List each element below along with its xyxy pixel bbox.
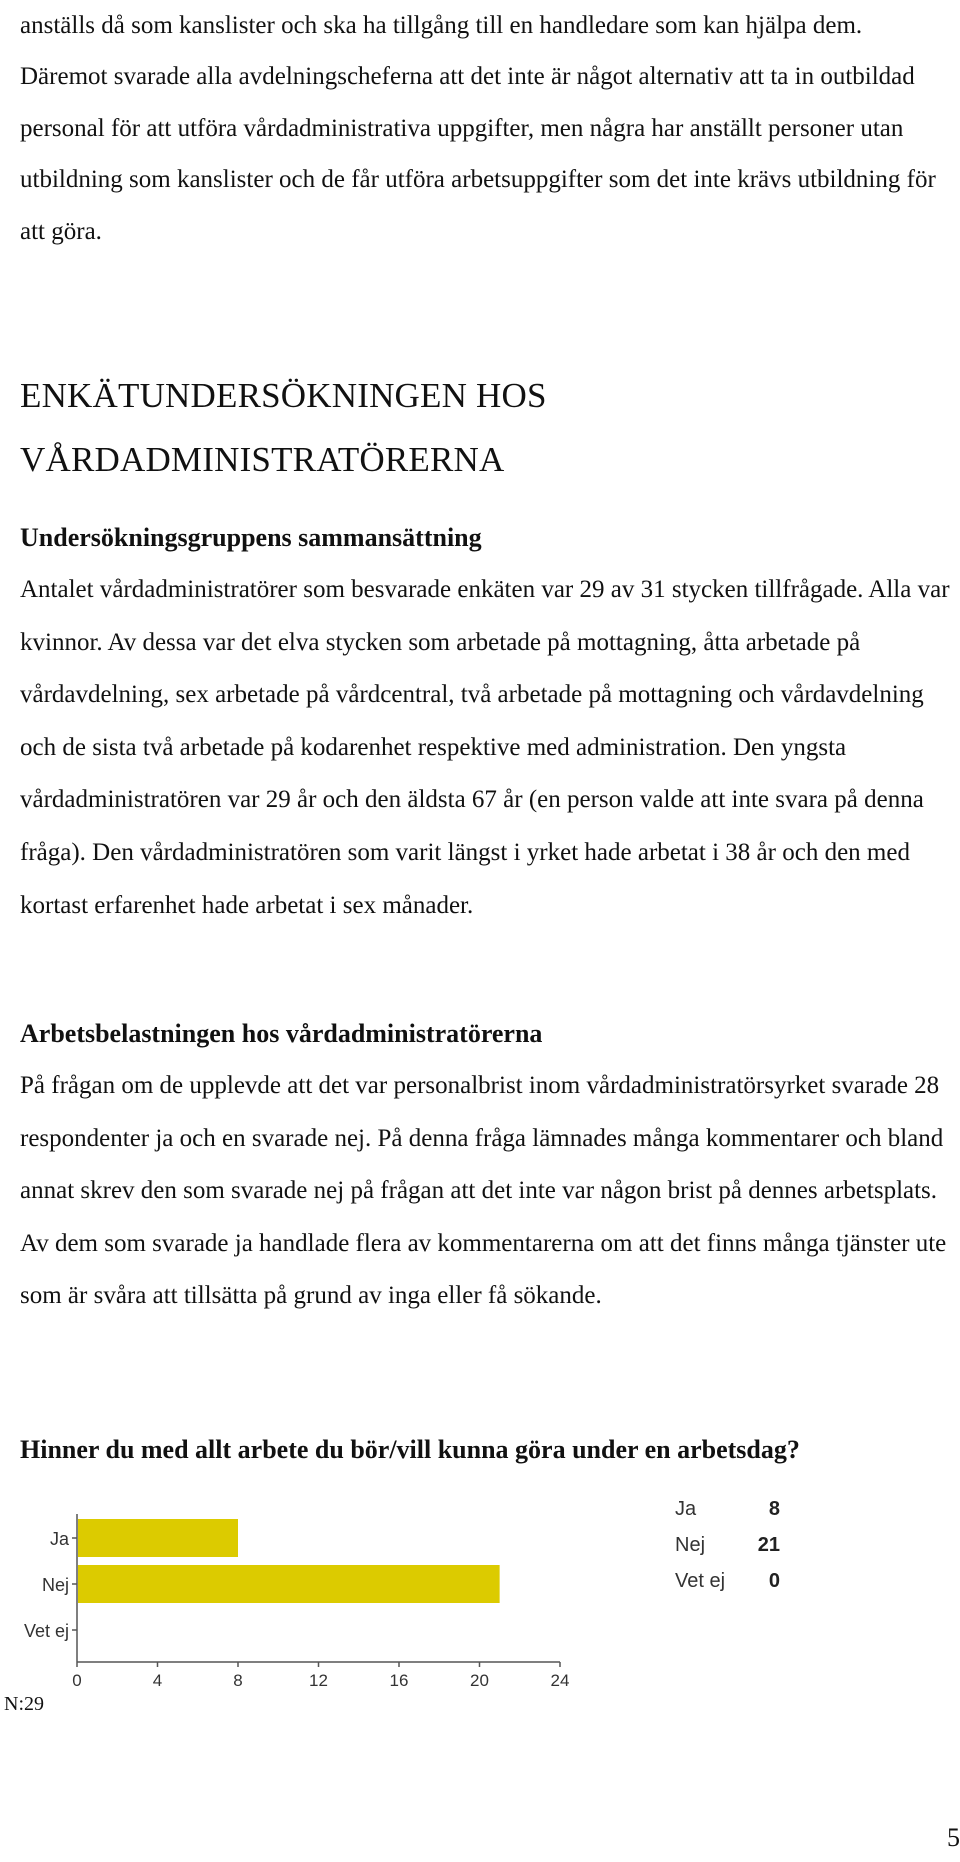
bar-chart-svg: [0, 1490, 960, 1740]
x-tick-label: 12: [309, 1671, 328, 1690]
legend-count: 21: [757, 1534, 780, 1556]
bar: [78, 1565, 500, 1603]
bar-chart: [0, 1490, 960, 1740]
legend-label: Ja: [675, 1498, 697, 1520]
legend-label: Nej: [675, 1534, 706, 1556]
composition-paragraph: Antalet vårdadministratörer som besvarade enkäten var 29 av 31 stycken tillfrågade. Alla var kvinnor. Av dessa var det elva stycken som arbetade på mottagning, åtta arbetade på vårdavdelning, sex arbetade på vårdcentral, två arbetade på mottagning och vårdavdelning och de sista två arbetade på kodarenhet respektive med administration. Den yngsta vårdadministratören var 29 år och den äldsta 67 år (en person valde att inte svara på denna fråga). Den vårdadministratören som varit längst i yrket hade arbetat i 38 år och den med kortast erfarenhet hade arbetat i sex månader.: [20, 576, 950, 919]
section-heading: [20, 364, 547, 492]
section-heading-line2: VÅRDADMINISTRATÖRERNA: [20, 440, 505, 479]
page-number: 5: [947, 1823, 960, 1852]
x-tick-label: 4: [152, 1671, 163, 1690]
survey-question: Hinner du med allt arbete du bör/vill kunna göra under en arbetsdag?: [20, 1435, 800, 1464]
subsection-heading-workload: Arbetsbelastningen hos vårdadministratörerna: [20, 1019, 543, 1048]
x-tick-label: 24: [550, 1671, 570, 1690]
bar: [78, 1519, 238, 1557]
legend-count: 0: [768, 1570, 780, 1592]
legend-count: 8: [768, 1498, 780, 1520]
section-heading-line1: ENKÄTUNDERSÖKNINGEN HOS: [20, 376, 547, 415]
legend-label: Vet ej: [675, 1570, 726, 1592]
sample-size-label: N:29: [4, 1693, 44, 1715]
category-label: Nej: [41, 1575, 69, 1595]
subsection-heading-composition: Undersökningsgruppens sammansättning: [20, 523, 482, 552]
x-tick-label: 20: [470, 1671, 489, 1690]
category-label: Vet ej: [23, 1621, 69, 1641]
category-label: Ja: [49, 1529, 69, 1549]
x-tick-label: 16: [389, 1671, 409, 1690]
intro-paragraph: anställs då som kanslister och ska ha tillgång till en handledare som kan hjälpa dem. Däremot svarade alla avdelningscheferna att det inte är något alternativ att ta in outbildad personal för att utföra vårdadministrativa uppgifter, men några har anställt personer utan utbildning som kanslister och de får utföra arbetsuppgifter som det inte krävs utbildning för att göra.: [20, 12, 936, 245]
x-tick-label: 8: [233, 1671, 243, 1690]
workload-paragraph: På frågan om de upplevde att det var personalbrist inom vårdadministratörsyrket svarade 28 respondenter ja och en svarade nej. På denna fråga lämnades många kommentarer och bland annat skrev den som svarade nej på frågan att det inte var någon brist på dennes arbetsplats. Av dem som svarade ja handlade flera av kommentarerna om att det finns många tjänster ute som är svåra att tillsätta på grund av inga eller få sökande.: [20, 1072, 947, 1310]
x-tick-label: 0: [72, 1671, 82, 1690]
